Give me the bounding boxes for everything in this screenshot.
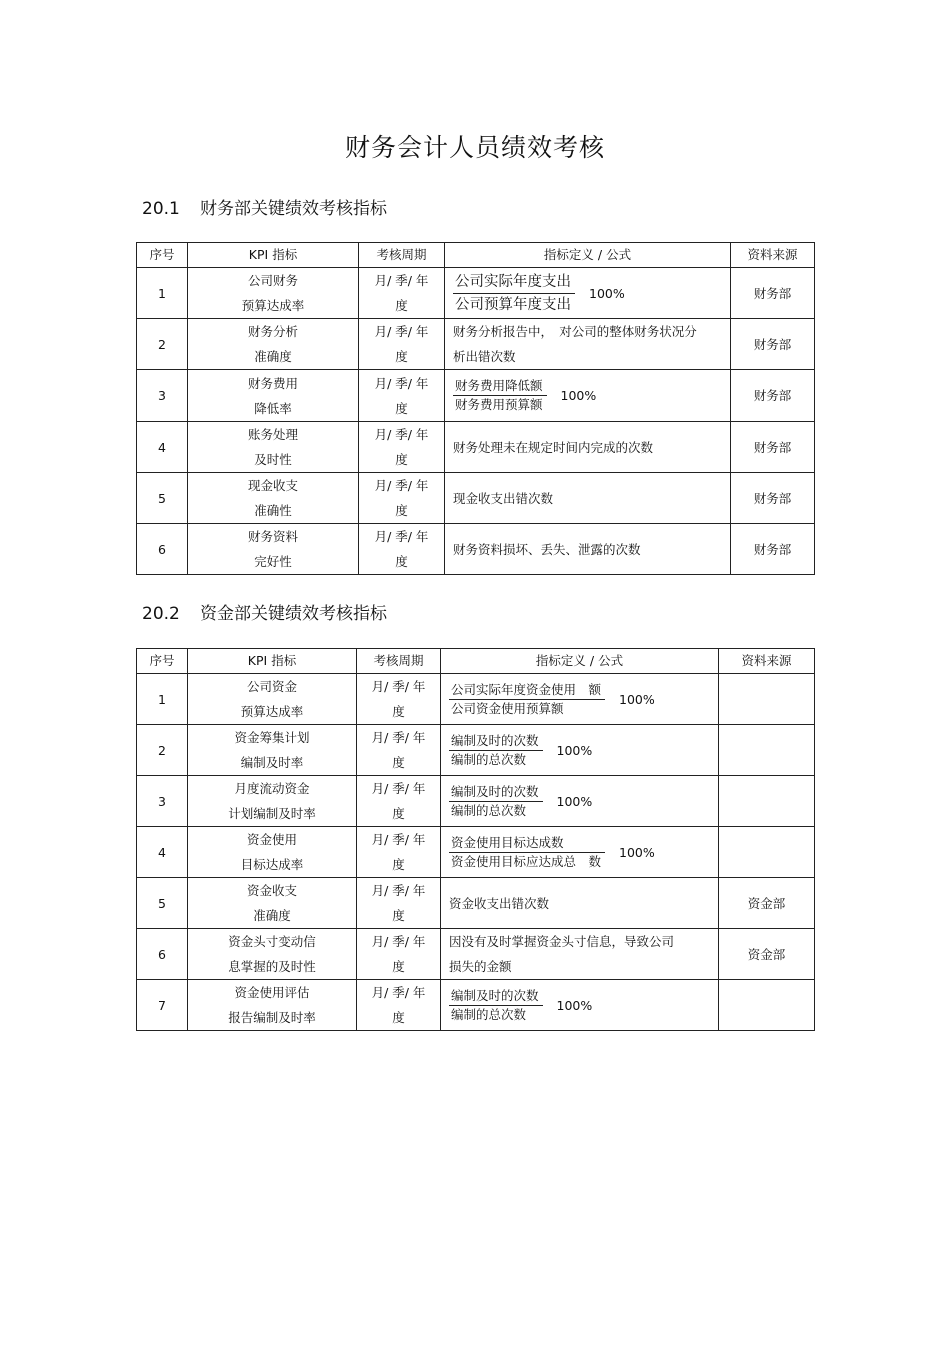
percent-factor: 100% <box>556 793 593 809</box>
section-number: 20.2 <box>142 604 180 624</box>
data-source: 财务部 <box>731 422 815 473</box>
table-row <box>137 878 815 929</box>
header-definition: 指标定义 / 公式 <box>441 649 719 674</box>
section-title: 财务部关键绩效考核指标 <box>200 199 387 219</box>
kpi-name: 月度流动资金 计划编制及时率 <box>188 776 357 827</box>
definition-cell <box>445 319 731 370</box>
table-row <box>137 370 815 422</box>
assessment-period: 月/ 季/ 年 度 <box>359 268 445 319</box>
data-source <box>719 725 815 776</box>
definition-text: 现金收支出错次数 <box>453 490 554 506</box>
fraction <box>449 732 543 769</box>
definition-cell <box>441 827 719 878</box>
data-source <box>719 776 815 827</box>
fraction-numerator: 编制及时的次数 <box>449 783 543 802</box>
fraction-numerator: 公司实际年度支出 <box>453 271 575 294</box>
fraction-denominator: 编制的总次数 <box>451 751 527 767</box>
header-period: 考核周期 <box>359 243 445 268</box>
row-number: 7 <box>137 980 188 1031</box>
row-number: 5 <box>137 878 188 929</box>
formula <box>453 271 726 316</box>
assessment-period: 月/ 季/ 年 度 <box>357 929 441 980</box>
table-row <box>137 980 815 1031</box>
percent-factor: 100% <box>589 285 625 301</box>
definition-cell <box>441 725 719 776</box>
table-header-row <box>137 243 815 268</box>
row-number: 1 <box>137 268 188 319</box>
fraction-denominator: 公司资金使用预算额 <box>451 700 564 716</box>
table-row <box>137 827 815 878</box>
header-kpi: KPI 指标 <box>188 649 357 674</box>
document-title: 财务会计人员绩效考核 <box>344 133 605 162</box>
definition-cell <box>445 473 731 524</box>
kpi-name: 财务资料 完好性 <box>188 524 359 575</box>
assessment-period: 月/ 季/ 年 度 <box>359 319 445 370</box>
fraction-denominator: 财务费用预算额 <box>455 397 543 412</box>
row-number: 3 <box>137 370 188 422</box>
definition-text: 财务分析报告中， 对公司的整体财务状况分 析出错次数 <box>453 324 697 364</box>
definition-cell <box>441 878 719 929</box>
fraction <box>449 987 543 1024</box>
definition-text: 财务资料损坏、丢失、泄露的次数 <box>453 541 641 557</box>
table-row <box>137 674 815 725</box>
data-source: 财务部 <box>731 319 815 370</box>
table-row <box>137 473 815 524</box>
percent-factor: 100% <box>556 997 593 1013</box>
row-number: 4 <box>137 827 188 878</box>
assessment-period: 月/ 季/ 年 度 <box>359 370 445 422</box>
row-number: 6 <box>137 524 188 575</box>
data-source: 财务部 <box>731 268 815 319</box>
assessment-period: 月/ 季/ 年 度 <box>359 422 445 473</box>
formula <box>449 834 714 871</box>
definition-cell <box>445 370 731 422</box>
percent-factor: 100% <box>619 691 655 707</box>
data-source <box>719 827 815 878</box>
definition-cell <box>441 674 719 725</box>
assessment-period: 月/ 季/ 年 度 <box>357 827 441 878</box>
definition-cell <box>445 268 731 319</box>
fraction <box>453 271 575 316</box>
kpi-name: 资金收支 准确度 <box>188 878 357 929</box>
table-row <box>137 929 815 980</box>
fraction-numerator: 编制及时的次数 <box>449 732 543 751</box>
table-row <box>137 319 815 370</box>
finance-kpi-table <box>136 242 815 575</box>
header-definition: 指标定义 / 公式 <box>445 243 731 268</box>
kpi-name: 资金头寸变动信 息掌握的及时性 <box>188 929 357 980</box>
row-number: 2 <box>137 319 188 370</box>
header-source: 资料来源 <box>731 243 815 268</box>
assessment-period: 月/ 季/ 年 度 <box>359 524 445 575</box>
assessment-period: 月/ 季/ 年 度 <box>357 725 441 776</box>
definition-cell <box>445 524 731 575</box>
data-source <box>719 674 815 725</box>
definition-text: 财务处理未在规定时间内完成的次数 <box>453 439 654 455</box>
formula <box>449 732 714 769</box>
table-row <box>137 268 815 319</box>
fraction-denominator: 编制的总次数 <box>451 1006 527 1022</box>
fraction <box>449 783 543 820</box>
assessment-period: 月/ 季/ 年 度 <box>357 878 441 929</box>
assessment-period: 月/ 季/ 年 度 <box>359 473 445 524</box>
header-no: 序号 <box>137 649 188 674</box>
formula <box>453 377 726 414</box>
fraction-numerator: 编制及时的次数 <box>449 987 543 1006</box>
formula <box>449 681 714 718</box>
row-number: 4 <box>137 422 188 473</box>
section-heading-finance <box>142 194 387 219</box>
row-number: 5 <box>137 473 188 524</box>
kpi-name: 账务处理 及时性 <box>188 422 359 473</box>
kpi-name: 现金收支 准确性 <box>188 473 359 524</box>
data-source: 财务部 <box>731 473 815 524</box>
table-row <box>137 422 815 473</box>
data-source: 财务部 <box>731 524 815 575</box>
definition-text: 因没有及时掌握资金头寸信息，导致公司 损失的金额 <box>449 934 675 974</box>
section-number: 20.1 <box>142 199 180 219</box>
fraction-numerator: 公司实际年度资金使用 额 <box>449 681 605 700</box>
kpi-name: 资金使用 目标达成率 <box>188 827 357 878</box>
formula <box>449 987 714 1024</box>
header-source: 资料来源 <box>719 649 815 674</box>
funds-kpi-table <box>136 648 815 1031</box>
table-row <box>137 524 815 575</box>
definition-cell <box>441 980 719 1031</box>
kpi-name: 财务分析 准确度 <box>188 319 359 370</box>
kpi-name: 公司财务 预算达成率 <box>188 268 359 319</box>
assessment-period: 月/ 季/ 年 度 <box>357 674 441 725</box>
data-source <box>719 980 815 1031</box>
assessment-period: 月/ 季/ 年 度 <box>357 776 441 827</box>
kpi-name: 资金筹集计划 编制及时率 <box>188 725 357 776</box>
data-source: 财务部 <box>731 370 815 422</box>
fraction <box>449 681 605 718</box>
fraction-denominator: 资金使用目标应达成总 数 <box>451 853 602 869</box>
definition-cell <box>445 422 731 473</box>
percent-factor: 100% <box>560 388 597 403</box>
definition-cell <box>441 929 719 980</box>
percent-factor: 100% <box>619 844 655 860</box>
definition-cell <box>441 776 719 827</box>
kpi-name: 资金使用评估 报告编制及时率 <box>188 980 357 1031</box>
header-kpi: KPI 指标 <box>188 243 359 268</box>
fraction <box>453 377 547 414</box>
table-row <box>137 776 815 827</box>
assessment-period: 月/ 季/ 年 度 <box>357 980 441 1031</box>
fraction-numerator: 资金使用目标达成数 <box>449 834 605 853</box>
data-source: 资金部 <box>719 929 815 980</box>
data-source: 资金部 <box>719 878 815 929</box>
kpi-name: 公司资金 预算达成率 <box>188 674 357 725</box>
formula <box>449 783 714 820</box>
kpi-name: 财务费用 降低率 <box>188 370 359 422</box>
fraction-denominator: 编制的总次数 <box>451 802 527 818</box>
row-number: 1 <box>137 674 188 725</box>
fraction-numerator: 财务费用降低额 <box>453 377 547 396</box>
table-row <box>137 725 815 776</box>
section-title: 资金部关键绩效考核指标 <box>200 604 387 624</box>
fraction <box>449 834 605 871</box>
row-number: 6 <box>137 929 188 980</box>
header-no: 序号 <box>137 243 188 268</box>
table-header-row <box>137 649 815 674</box>
fraction-denominator: 公司预算年度支出 <box>455 296 571 313</box>
row-number: 2 <box>137 725 188 776</box>
row-number: 3 <box>137 776 188 827</box>
header-period: 考核周期 <box>357 649 441 674</box>
section-heading-funds <box>142 599 387 624</box>
definition-text: 资金收支出错次数 <box>449 895 550 911</box>
percent-factor: 100% <box>556 742 593 758</box>
